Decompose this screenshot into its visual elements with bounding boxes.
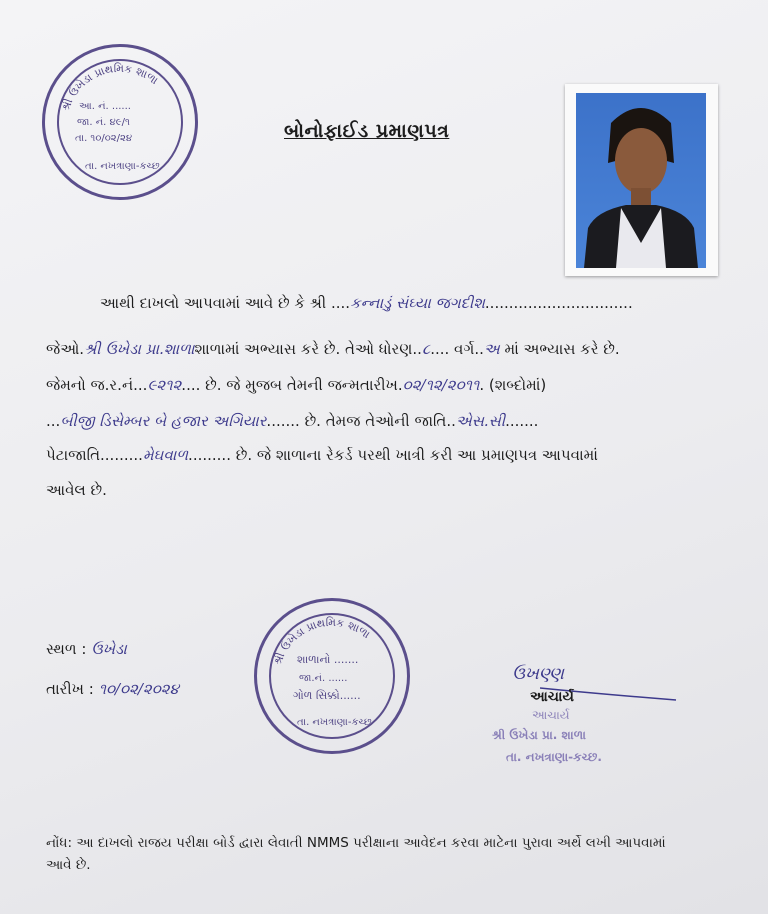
principal-stamp-place: તા. નખત્રાણા-કચ્છ. xyxy=(506,750,602,764)
place-label: સ્થળ : xyxy=(46,640,92,658)
stamp-top-bottom: તા. નખત્રાણા-કચ્છ xyxy=(85,161,160,172)
gr-number-value: ૯૨૧૨ xyxy=(147,376,182,394)
division-value: અ xyxy=(483,340,500,358)
stamp-bottom-line3: ગોળ સિક્કો...... xyxy=(293,689,361,702)
stamp-top-line2: જા. નં. ૪૯/૧ xyxy=(77,117,130,128)
page-title: બોનોફાઈડ પ્રમાણપત્ર xyxy=(284,120,450,142)
student-name-value: કન્નાડું સંઘ્યા જગદીશ xyxy=(350,294,485,312)
footer-note: નોંધ: આ દાખલો રાજય પરીક્ષા બોર્ડ દ્વારા લેવાતી NMMS પરીક્ષાના આવેદન કરવા માટેના પુરાવા અર્થે લખી આપવામાં આવે છે. xyxy=(46,835,666,873)
stamp-bottom-arc: શ્રી ઉખેડા પ્રાથમિક શાળા xyxy=(270,615,373,667)
school-stamp-bottom xyxy=(254,598,410,754)
body-line-3: જેમનો જ.ર.નં...૯૨૧૨.... છે. જે મુજબ તેમની જન્મતારીખ.૦૨/૧૨/૨૦૧૧. (શબ્દોમાં) xyxy=(46,376,547,394)
stamp-top-arc: શ્રી ઉખેડા પ્રાથમિક શાળા xyxy=(58,61,161,113)
standard-value: ૮ xyxy=(421,340,431,358)
stamp-top-line1: આ. નં. ...... xyxy=(79,101,131,112)
date-label: તારીખ : xyxy=(46,680,99,698)
stamp-top-line3: તા. ૧૦/૦૨/૨૪ xyxy=(75,133,133,144)
date-value: ૧૦/૦૨/૨૦૨૪ xyxy=(98,680,179,698)
body-line-6: આવેલ છે. xyxy=(46,481,107,499)
principal-stamp-title: આચાર્ય xyxy=(532,708,570,722)
body-line-1: આથી દાખલો આપવામાં આવે છે કે શ્રી ....કન્નાડું સંઘ્યા જગદીશ............................... xyxy=(100,294,633,312)
principal-title: આચાર્ય xyxy=(530,689,574,705)
stamp-bottom-line1: શાળાનો ....... xyxy=(297,653,359,666)
body-line-4: ...બીજી ડિસેમ્બર બે હજાર અગિયાર....... છે. તેમજ તેઓની જાતિ..એસ.સી....... xyxy=(46,412,539,430)
place-value: ઉખેડા xyxy=(91,640,127,658)
stamp-bottom-bottom: તા. નખત્રાણા-કચ્છ xyxy=(297,717,372,728)
principal-stamp-school: શ્રી ઉખેડા પ્રા. શાળા xyxy=(492,728,586,742)
signature-scribble: ઉખણ્ણ xyxy=(512,664,564,684)
body-line-5: પેટાજાતિ.........મેઘવાળ......... છે. જે શાળાના રેકર્ડ પરથી ખાત્રી કરી આ પ્રમાણપત્ર આપવામાં xyxy=(46,446,598,464)
date-row xyxy=(46,680,179,698)
school-stamp-top xyxy=(42,44,198,200)
place-row xyxy=(46,640,127,658)
subcaste-value: મેઘવાળ xyxy=(142,446,189,464)
student-photo xyxy=(565,84,718,276)
body-line-2: જેઓ.શ્રી ઉખેડા પ્રા.શાળાશાળામાં અભ્યાસ કરે છે. તેઓ ધોરણ..૮.... વર્ગ..અ માં અભ્યાસ કરે છે. xyxy=(46,340,620,358)
dob-value: ૦૨/૧૨/૨૦૧૧ xyxy=(402,376,480,394)
school-name-value: શ્રી ઉખેડા પ્રા.શાળા xyxy=(84,340,195,358)
caste-value: એસ.સી xyxy=(455,412,506,430)
stamp-bottom-line2: જા.નં. ...... xyxy=(299,673,348,684)
dob-words-value: બીજી ડિસેમ્બર બે હજાર અગિયાર xyxy=(60,412,267,430)
